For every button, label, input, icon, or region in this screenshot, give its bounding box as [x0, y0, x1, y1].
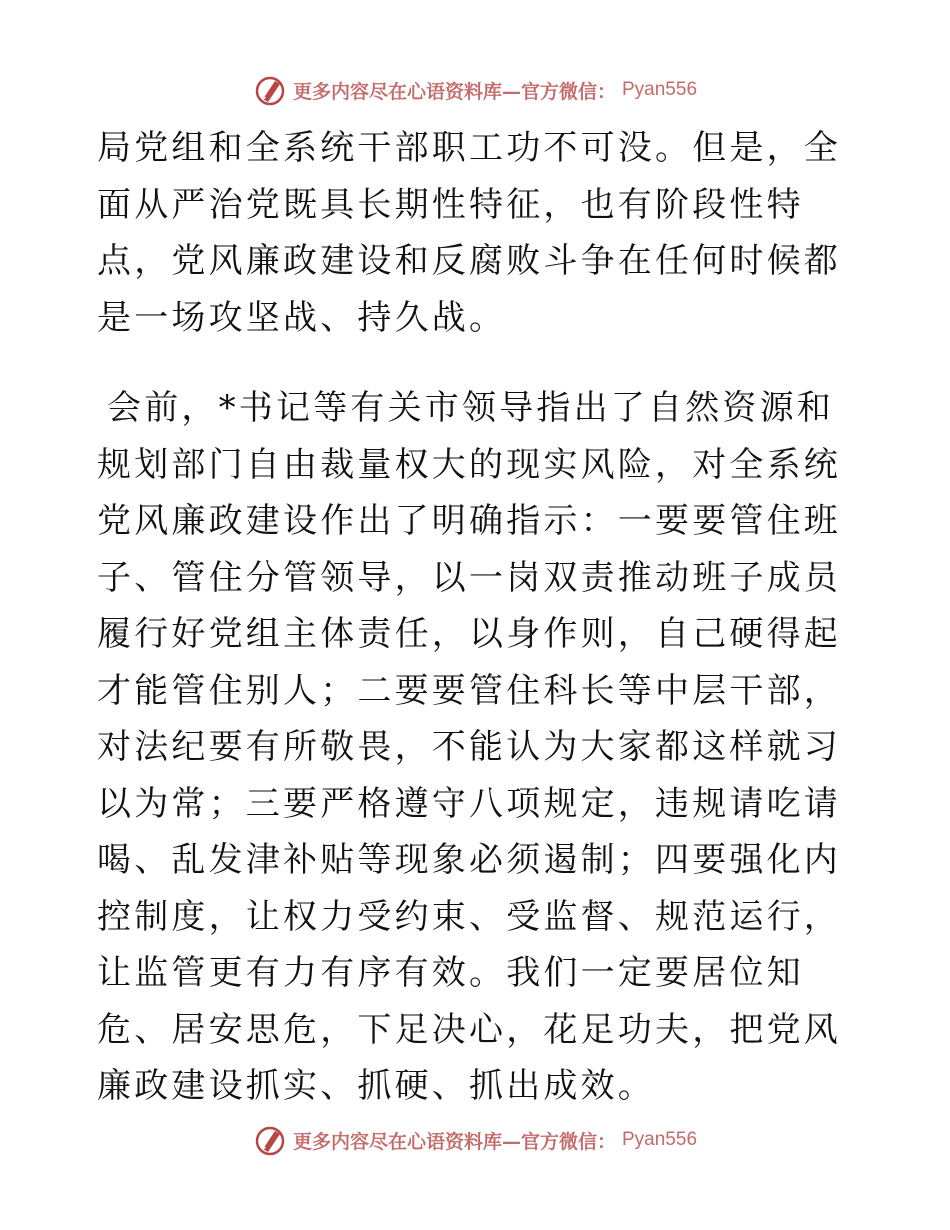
paragraph-2: 会前，*书记等有关市领导指出了自然资源和规划部门自由裁量权大的现实风险，对全系统党风廉政建设作出了明确指示：一要要管住班子、管住分管领导，以一岗双责推动班子成员履行好党组主体责任，以身作则，自己硬得起才能管住别人；二要要管住科长等中层干部，对法纪要有所敬畏，不能认为大家都这样就习以为常；三要严格遵守八项规定，违规请吃请喝、乱发津补贴等现象必须遏制；四要强化内控制度，让权力受约束、受监督、规范运行，让监管更有力有序有效。我们一定要居位知危、居安思危，下足决心，花足功夫，把党风廉政建设抓实、抓硬、抓出成效。 [97, 388, 841, 1106]
watermark-wechat-id: Pyan556 [622, 79, 698, 100]
watermark-wechat-id: Pyan556 [622, 1129, 698, 1150]
paragraph-1: 局党组和全系统干部职工功不可没。但是，全面从严治党既具长期性特征，也有阶段性特点，党风廉政建设和反腐败斗争在任何时候都是一场攻坚战、持久战。 [97, 128, 841, 338]
watermark-row [253, 73, 697, 107]
header-watermark [0, 70, 950, 110]
pen-nib-circle-icon [253, 1123, 287, 1157]
watermark-text: 更多内容尽在心语资料库—官方微信： [292, 80, 616, 103]
pen-nib-circle-icon [253, 73, 287, 107]
watermark-row [253, 1123, 697, 1157]
document-body [97, 120, 855, 1115]
footer-watermark [0, 1120, 950, 1160]
watermark-text: 更多内容尽在心语资料库—官方微信： [292, 1130, 616, 1153]
